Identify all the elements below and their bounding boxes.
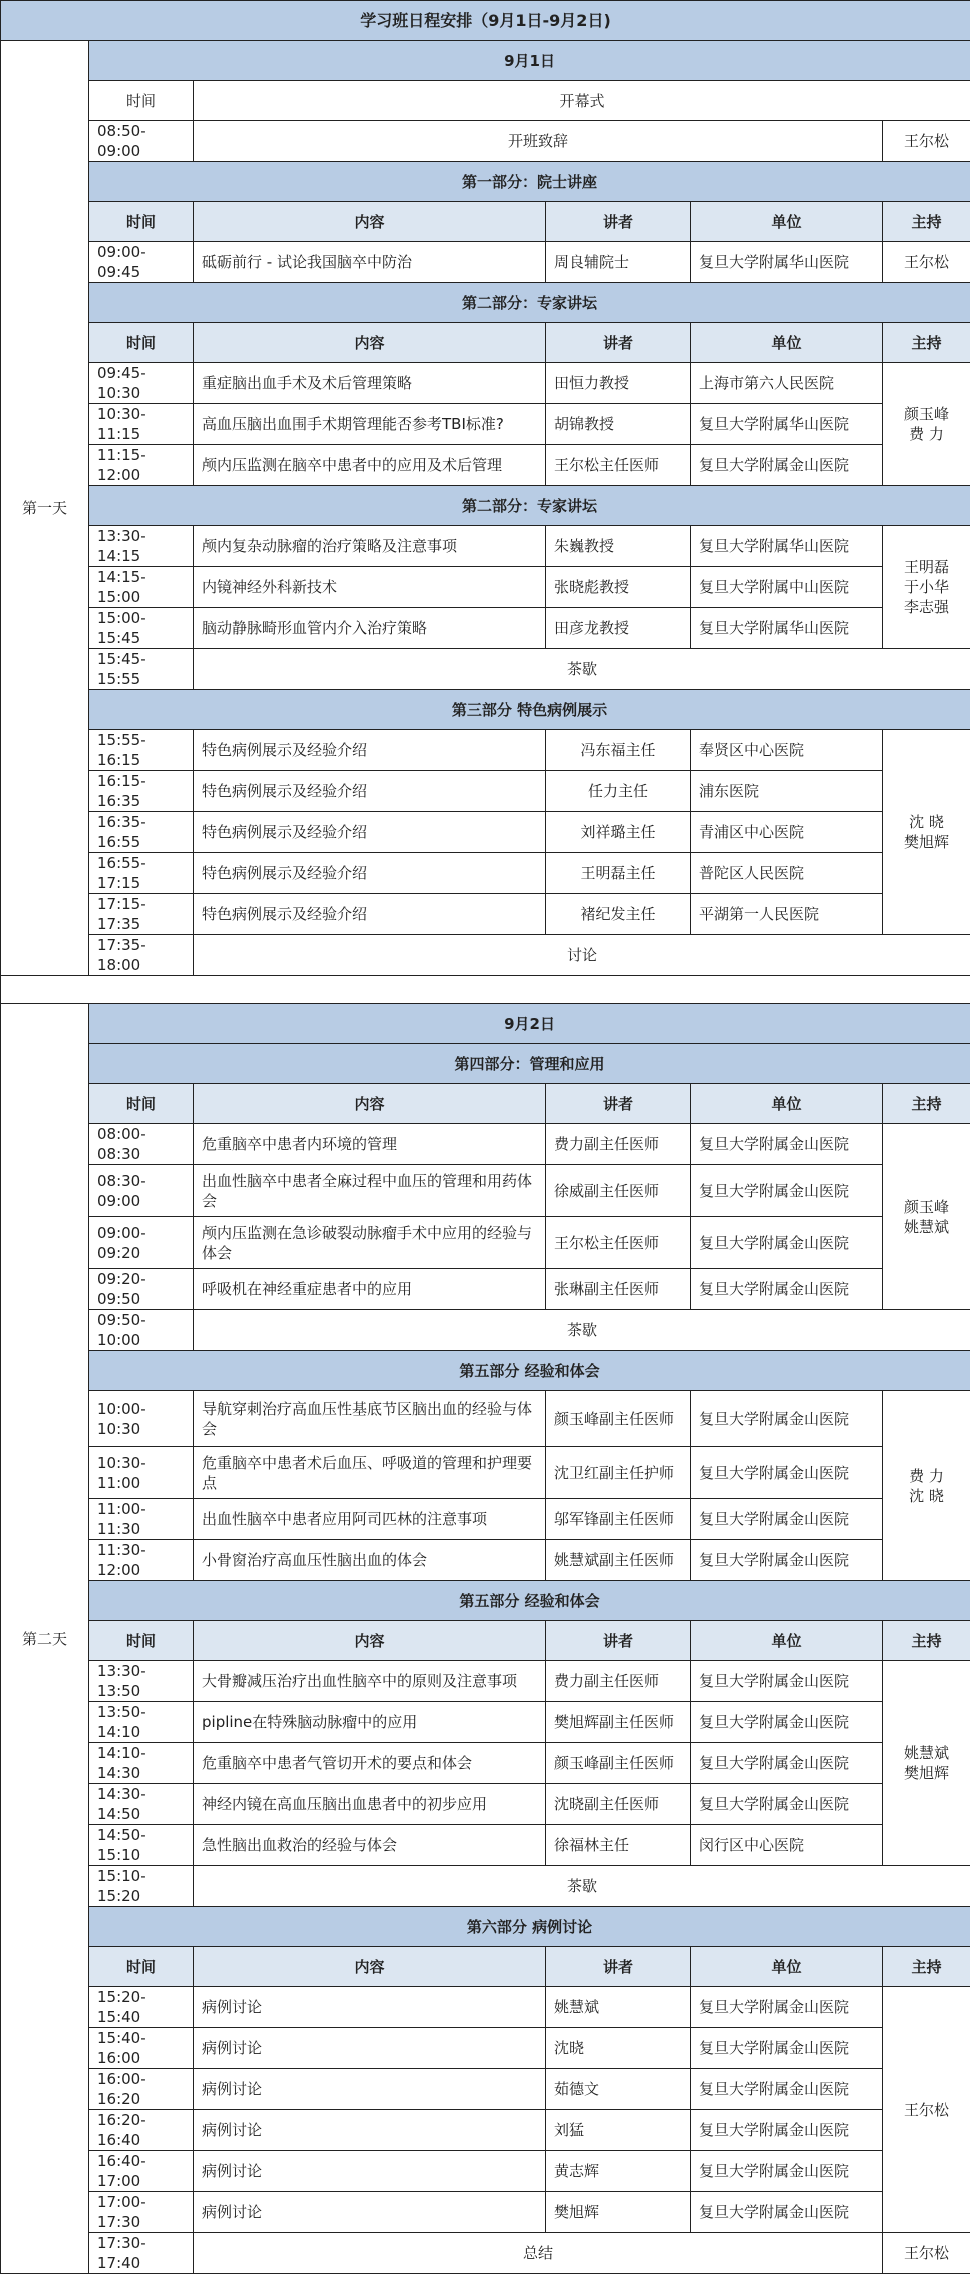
break-cell: 讨论: [194, 935, 970, 976]
unit-cell: 奉贤区中心医院: [691, 730, 883, 771]
table-row: [1, 1165, 970, 1217]
table-row: [1, 41, 970, 81]
time-cell: 14:15-15:00: [89, 567, 194, 608]
table-row: [1, 486, 970, 526]
content-cell: 颅内压监测在急诊破裂动脉瘤手术中应用的经验与体会: [194, 1217, 546, 1269]
speaker-cell: 颜玉峰副主任医师: [546, 1743, 691, 1784]
time-cell: 15:45-15:55: [89, 649, 194, 690]
content-cell: 病例讨论: [194, 2151, 546, 2192]
speaker-cell: 沈晓副主任医师: [546, 1784, 691, 1825]
break-cell: 茶歇: [194, 649, 970, 690]
speaker-cell: 沈卫红副主任护师: [546, 1447, 691, 1499]
date-header: 9月1日: [89, 41, 970, 81]
spacer-row: [1, 976, 970, 1004]
speaker-cell: 胡锦教授: [546, 404, 691, 445]
unit-cell: 复旦大学附属金山医院: [691, 1743, 883, 1784]
time-cell: 13:50-14:10: [89, 1702, 194, 1743]
time-cell: 17:15-17:35: [89, 894, 194, 935]
host-cell: 王尔松: [883, 2233, 970, 2274]
table-row: [1, 976, 970, 1004]
time-cell: 09:20-09:50: [89, 1269, 194, 1310]
unit-cell: 复旦大学附属华山医院: [691, 404, 883, 445]
unit-cell: 复旦大学附属金山医院: [691, 1987, 883, 2028]
speaker-cell: 王明磊主任: [546, 853, 691, 894]
unit-cell: 复旦大学附属金山医院: [691, 2151, 883, 2192]
table-row: [1, 690, 970, 730]
speaker-cell: 刘祥璐主任: [546, 812, 691, 853]
header-time: 时间: [89, 323, 194, 363]
table-row: [1, 1540, 970, 1581]
speaker-cell: 费力副主任医师: [546, 1124, 691, 1165]
content-cell: 病例讨论: [194, 2192, 546, 2233]
section-title: 第六部分 病例讨论: [89, 1907, 970, 1947]
speaker-cell: 任力主任: [546, 771, 691, 812]
time-cell: 09:50-10:00: [89, 1310, 194, 1351]
section-title: 第二部分：专家讲坛: [89, 283, 970, 323]
speaker-cell: 沈晓: [546, 2028, 691, 2069]
header-content: 内容: [194, 323, 546, 363]
table-row: [1, 1784, 970, 1825]
time-cell: 13:30-13:50: [89, 1661, 194, 1702]
content-cell: 危重脑卒中患者内环境的管理: [194, 1124, 546, 1165]
table-row: [1, 404, 970, 445]
time-cell: 11:00-11:30: [89, 1499, 194, 1540]
header-speaker: 讲者: [546, 1084, 691, 1124]
table-row: [1, 1391, 970, 1447]
table-row: [1, 894, 970, 935]
time-cell: 15:55-16:15: [89, 730, 194, 771]
table-row: [1, 363, 970, 404]
header-unit: 单位: [691, 202, 883, 242]
content-cell: 高血压脑出血围手术期管理能否参考TBI标准?: [194, 404, 546, 445]
header-content: 内容: [194, 202, 546, 242]
time-cell: 15:10-15:20: [89, 1866, 194, 1907]
header-unit: 单位: [691, 1084, 883, 1124]
content-cell: 特色病例展示及经验介绍: [194, 853, 546, 894]
speaker-cell: 王尔松主任医师: [546, 1217, 691, 1269]
unit-cell: 复旦大学附属金山医院: [691, 2028, 883, 2069]
table-row: [1, 2069, 970, 2110]
table-row: [1, 649, 970, 690]
content-cell: 出血性脑卒中患者全麻过程中血压的管理和用药体会: [194, 1165, 546, 1217]
speaker-cell: 张晓彪教授: [546, 567, 691, 608]
table-row: [1, 1269, 970, 1310]
time-cell: 16:20-16:40: [89, 2110, 194, 2151]
header-host: 主持: [883, 323, 970, 363]
time-cell: 17:00-17:30: [89, 2192, 194, 2233]
time-header: 时间: [89, 81, 194, 121]
header-time: 时间: [89, 202, 194, 242]
header-host: 主持: [883, 1621, 970, 1661]
table-row: [1, 2192, 970, 2233]
content-cell: 导航穿刺治疗高血压性基底节区脑出血的经验与体会: [194, 1391, 546, 1447]
time-cell: 08:50-09:00: [89, 121, 194, 162]
time-cell: 09:00-09:45: [89, 242, 194, 283]
time-cell: 11:15-12:00: [89, 445, 194, 486]
unit-cell: 复旦大学附属金山医院: [691, 1661, 883, 1702]
unit-cell: 青浦区中心医院: [691, 812, 883, 853]
time-cell: 11:30-12:00: [89, 1540, 194, 1581]
speaker-cell: 褚纪发主任: [546, 894, 691, 935]
time-cell: 10:30-11:15: [89, 404, 194, 445]
header-content: 内容: [194, 1621, 546, 1661]
time-cell: 16:15-16:35: [89, 771, 194, 812]
header-speaker: 讲者: [546, 202, 691, 242]
speaker-cell: 颜玉峰副主任医师: [546, 1391, 691, 1447]
content-cell: 颅内压监测在脑卒中患者中的应用及术后管理: [194, 445, 546, 486]
time-cell: 14:10-14:30: [89, 1743, 194, 1784]
time-cell: 16:00-16:20: [89, 2069, 194, 2110]
table-row: [1, 1825, 970, 1866]
header-speaker: 讲者: [546, 323, 691, 363]
unit-cell: 复旦大学附属金山医院: [691, 1217, 883, 1269]
speaker-cell: 王尔松主任医师: [546, 445, 691, 486]
table-row: [1, 2233, 970, 2274]
speaker-cell: 徐福林主任: [546, 1825, 691, 1866]
speaker-cell: 姚慧斌: [546, 1987, 691, 2028]
header-time: 时间: [89, 1947, 194, 1987]
content-cell: 内镜神经外科新技术: [194, 567, 546, 608]
content-cell: 危重脑卒中患者气管切开术的要点和体会: [194, 1743, 546, 1784]
table-row: [1, 1447, 970, 1499]
content-cell: 病例讨论: [194, 2028, 546, 2069]
unit-cell: 复旦大学附属金山医院: [691, 1499, 883, 1540]
content-cell: 脑动静脉畸形血管内介入治疗策略: [194, 608, 546, 649]
unit-cell: 复旦大学附属金山医院: [691, 2110, 883, 2151]
table-row: [1, 812, 970, 853]
time-cell: 16:55-17:15: [89, 853, 194, 894]
header-time: 时间: [89, 1621, 194, 1661]
time-cell: 15:00-15:45: [89, 608, 194, 649]
time-cell: 08:30-09:00: [89, 1165, 194, 1217]
content-cell: 小骨窗治疗高血压性脑出血的体会: [194, 1540, 546, 1581]
time-cell: 16:40-17:00: [89, 2151, 194, 2192]
unit-cell: 复旦大学附属华山医院: [691, 242, 883, 283]
table-row: [1, 935, 970, 976]
table-row: [1, 1, 970, 41]
table-row: [1, 1947, 970, 1987]
table-row: [1, 81, 970, 121]
header-speaker: 讲者: [546, 1947, 691, 1987]
unit-cell: 普陀区人民医院: [691, 853, 883, 894]
unit-cell: 复旦大学附属华山医院: [691, 608, 883, 649]
speaker-cell: 邬军锋副主任医师: [546, 1499, 691, 1540]
host-cell: 沈 晓 樊旭辉: [883, 730, 970, 935]
unit-cell: 复旦大学附属金山医院: [691, 2069, 883, 2110]
host-cell: 颜玉峰 费 力: [883, 363, 970, 486]
content-cell: 特色病例展示及经验介绍: [194, 812, 546, 853]
section-title: 第五部分 经验和体会: [89, 1351, 970, 1391]
speaker-cell: 朱巍教授: [546, 526, 691, 567]
date-header: 9月2日: [89, 1004, 970, 1044]
header-unit: 单位: [691, 1621, 883, 1661]
break-cell: 茶歇: [194, 1866, 970, 1907]
section-title: 第四部分：管理和应用: [89, 1044, 970, 1084]
speaker-cell: 姚慧斌副主任医师: [546, 1540, 691, 1581]
time-cell: 17:35-18:00: [89, 935, 194, 976]
table-row: [1, 162, 970, 202]
unit-cell: 复旦大学附属金山医院: [691, 1269, 883, 1310]
header-time: 时间: [89, 1084, 194, 1124]
content-cell: 开班致辞: [194, 121, 883, 162]
header-speaker: 讲者: [546, 1621, 691, 1661]
time-cell: 08:00-08:30: [89, 1124, 194, 1165]
time-cell: 10:00-10:30: [89, 1391, 194, 1447]
table-row: [1, 2151, 970, 2192]
table-row: [1, 1866, 970, 1907]
time-cell: 14:30-14:50: [89, 1784, 194, 1825]
break-cell: 茶歇: [194, 1310, 970, 1351]
table-row: [1, 2110, 970, 2151]
unit-cell: 平湖第一人民医院: [691, 894, 883, 935]
content-cell: 呼吸机在神经重症患者中的应用: [194, 1269, 546, 1310]
speaker-cell: 刘猛: [546, 2110, 691, 2151]
speaker-cell: 田恒力教授: [546, 363, 691, 404]
speaker-cell: 樊旭辉副主任医师: [546, 1702, 691, 1743]
time-cell: 15:40-16:00: [89, 2028, 194, 2069]
section-title: 第一部分：院士讲座: [89, 162, 970, 202]
unit-cell: 复旦大学附属金山医院: [691, 1447, 883, 1499]
time-cell: 13:30-14:15: [89, 526, 194, 567]
unit-cell: 复旦大学附属金山医院: [691, 1784, 883, 1825]
header-host: 主持: [883, 1947, 970, 1987]
section-title: 第五部分 经验和体会: [89, 1581, 970, 1621]
unit-cell: 复旦大学附属金山医院: [691, 445, 883, 486]
time-cell: 15:20-15:40: [89, 1987, 194, 2028]
table-row: [1, 1124, 970, 1165]
unit-cell: 复旦大学附属金山医院: [691, 1165, 883, 1217]
table-row: [1, 1217, 970, 1269]
speaker-cell: 徐威副主任医师: [546, 1165, 691, 1217]
header-unit: 单位: [691, 323, 883, 363]
content-cell: 颅内复杂动脉瘤的治疗策略及注意事项: [194, 526, 546, 567]
table-row: [1, 1044, 970, 1084]
table-row: [1, 1581, 970, 1621]
unit-cell: 复旦大学附属金山医院: [691, 1391, 883, 1447]
table-row: [1, 1351, 970, 1391]
content-cell: 病例讨论: [194, 2069, 546, 2110]
table-row: [1, 1004, 970, 1044]
day-label: 第二天: [1, 1004, 89, 2274]
speaker-cell: 张琳副主任医师: [546, 1269, 691, 1310]
table-row: [1, 1310, 970, 1351]
host-cell: 姚慧斌 樊旭辉: [883, 1661, 970, 1866]
content-cell: 大骨瓣减压治疗出血性脑卒中的原则及注意事项: [194, 1661, 546, 1702]
header-host: 主持: [883, 202, 970, 242]
host-cell: 王尔松: [883, 242, 970, 283]
header-unit: 单位: [691, 1947, 883, 1987]
unit-cell: 浦东医院: [691, 771, 883, 812]
table-row: [1, 608, 970, 649]
content-cell: 特色病例展示及经验介绍: [194, 894, 546, 935]
content-cell: 神经内镜在高血压脑出血患者中的初步应用: [194, 1784, 546, 1825]
table-row: [1, 1702, 970, 1743]
speaker-cell: 樊旭辉: [546, 2192, 691, 2233]
page-title: 学习班日程安排（9月1日-9月2日): [1, 1, 970, 41]
table-row: [1, 1084, 970, 1124]
table-row: [1, 1987, 970, 2028]
host-cell: 王尔松: [883, 121, 970, 162]
time-cell: 10:30-11:00: [89, 1447, 194, 1499]
unit-cell: 复旦大学附属中山医院: [691, 567, 883, 608]
unit-cell: 闵行区中心医院: [691, 1825, 883, 1866]
speaker-cell: 冯东福主任: [546, 730, 691, 771]
speaker-cell: 周良辅院士: [546, 242, 691, 283]
content-cell: 重症脑出血手术及术后管理策略: [194, 363, 546, 404]
content-cell: 危重脑卒中患者术后血压、呼吸道的管理和护理要点: [194, 1447, 546, 1499]
table-row: [1, 853, 970, 894]
table-row: [1, 771, 970, 812]
content-cell: 病例讨论: [194, 2110, 546, 2151]
table-row: [1, 1499, 970, 1540]
speaker-cell: 费力副主任医师: [546, 1661, 691, 1702]
content-cell: 砥砺前行 - 试论我国脑卒中防治: [194, 242, 546, 283]
time-cell: 14:50-15:10: [89, 1825, 194, 1866]
header-content: 内容: [194, 1947, 546, 1987]
section-title: 第二部分：专家讲坛: [89, 486, 970, 526]
content-cell: pipline在特殊脑动脉瘤中的应用: [194, 1702, 546, 1743]
time-cell: 16:35-16:55: [89, 812, 194, 853]
unit-cell: 复旦大学附属华山医院: [691, 526, 883, 567]
host-cell: 王明磊 于小华 李志强: [883, 526, 970, 649]
content-cell: 特色病例展示及经验介绍: [194, 730, 546, 771]
table-row: [1, 121, 970, 162]
table-row: [1, 1621, 970, 1661]
host-cell: 费 力 沈 晓: [883, 1391, 970, 1581]
day-label: 第一天: [1, 41, 89, 976]
content-cell: 急性脑出血救治的经验与体会: [194, 1825, 546, 1866]
header-content: 内容: [194, 1084, 546, 1124]
table-row: [1, 202, 970, 242]
speaker-cell: 田彦龙教授: [546, 608, 691, 649]
section-title: 第三部分 特色病例展示: [89, 690, 970, 730]
table-row: [1, 242, 970, 283]
time-cell: 09:45-10:30: [89, 363, 194, 404]
table-row: [1, 1907, 970, 1947]
unit-cell: 复旦大学附属金山医院: [691, 1124, 883, 1165]
header-host: 主持: [883, 1084, 970, 1124]
content-cell: 出血性脑卒中患者应用阿司匹林的注意事项: [194, 1499, 546, 1540]
unit-cell: 复旦大学附属金山医院: [691, 1540, 883, 1581]
unit-cell: 上海市第六人民医院: [691, 363, 883, 404]
table-row: [1, 2028, 970, 2069]
table-row: [1, 283, 970, 323]
opening-label: 开幕式: [194, 81, 970, 121]
speaker-cell: 茹德文: [546, 2069, 691, 2110]
unit-cell: 复旦大学附属金山医院: [691, 1702, 883, 1743]
table-row: [1, 445, 970, 486]
speaker-cell: 黄志辉: [546, 2151, 691, 2192]
host-cell: 王尔松: [883, 1987, 970, 2233]
table-row: [1, 730, 970, 771]
unit-cell: 复旦大学附属金山医院: [691, 2192, 883, 2233]
content-cell: 病例讨论: [194, 1987, 546, 2028]
summary-cell: 总结: [194, 2233, 883, 2274]
table-row: [1, 1661, 970, 1702]
time-cell: 09:00-09:20: [89, 1217, 194, 1269]
host-cell: 颜玉峰 姚慧斌: [883, 1124, 970, 1310]
table-row: [1, 526, 970, 567]
content-cell: 特色病例展示及经验介绍: [194, 771, 546, 812]
table-row: [1, 567, 970, 608]
table-row: [1, 323, 970, 363]
table-row: [1, 1743, 970, 1784]
time-cell: 17:30-17:40: [89, 2233, 194, 2274]
